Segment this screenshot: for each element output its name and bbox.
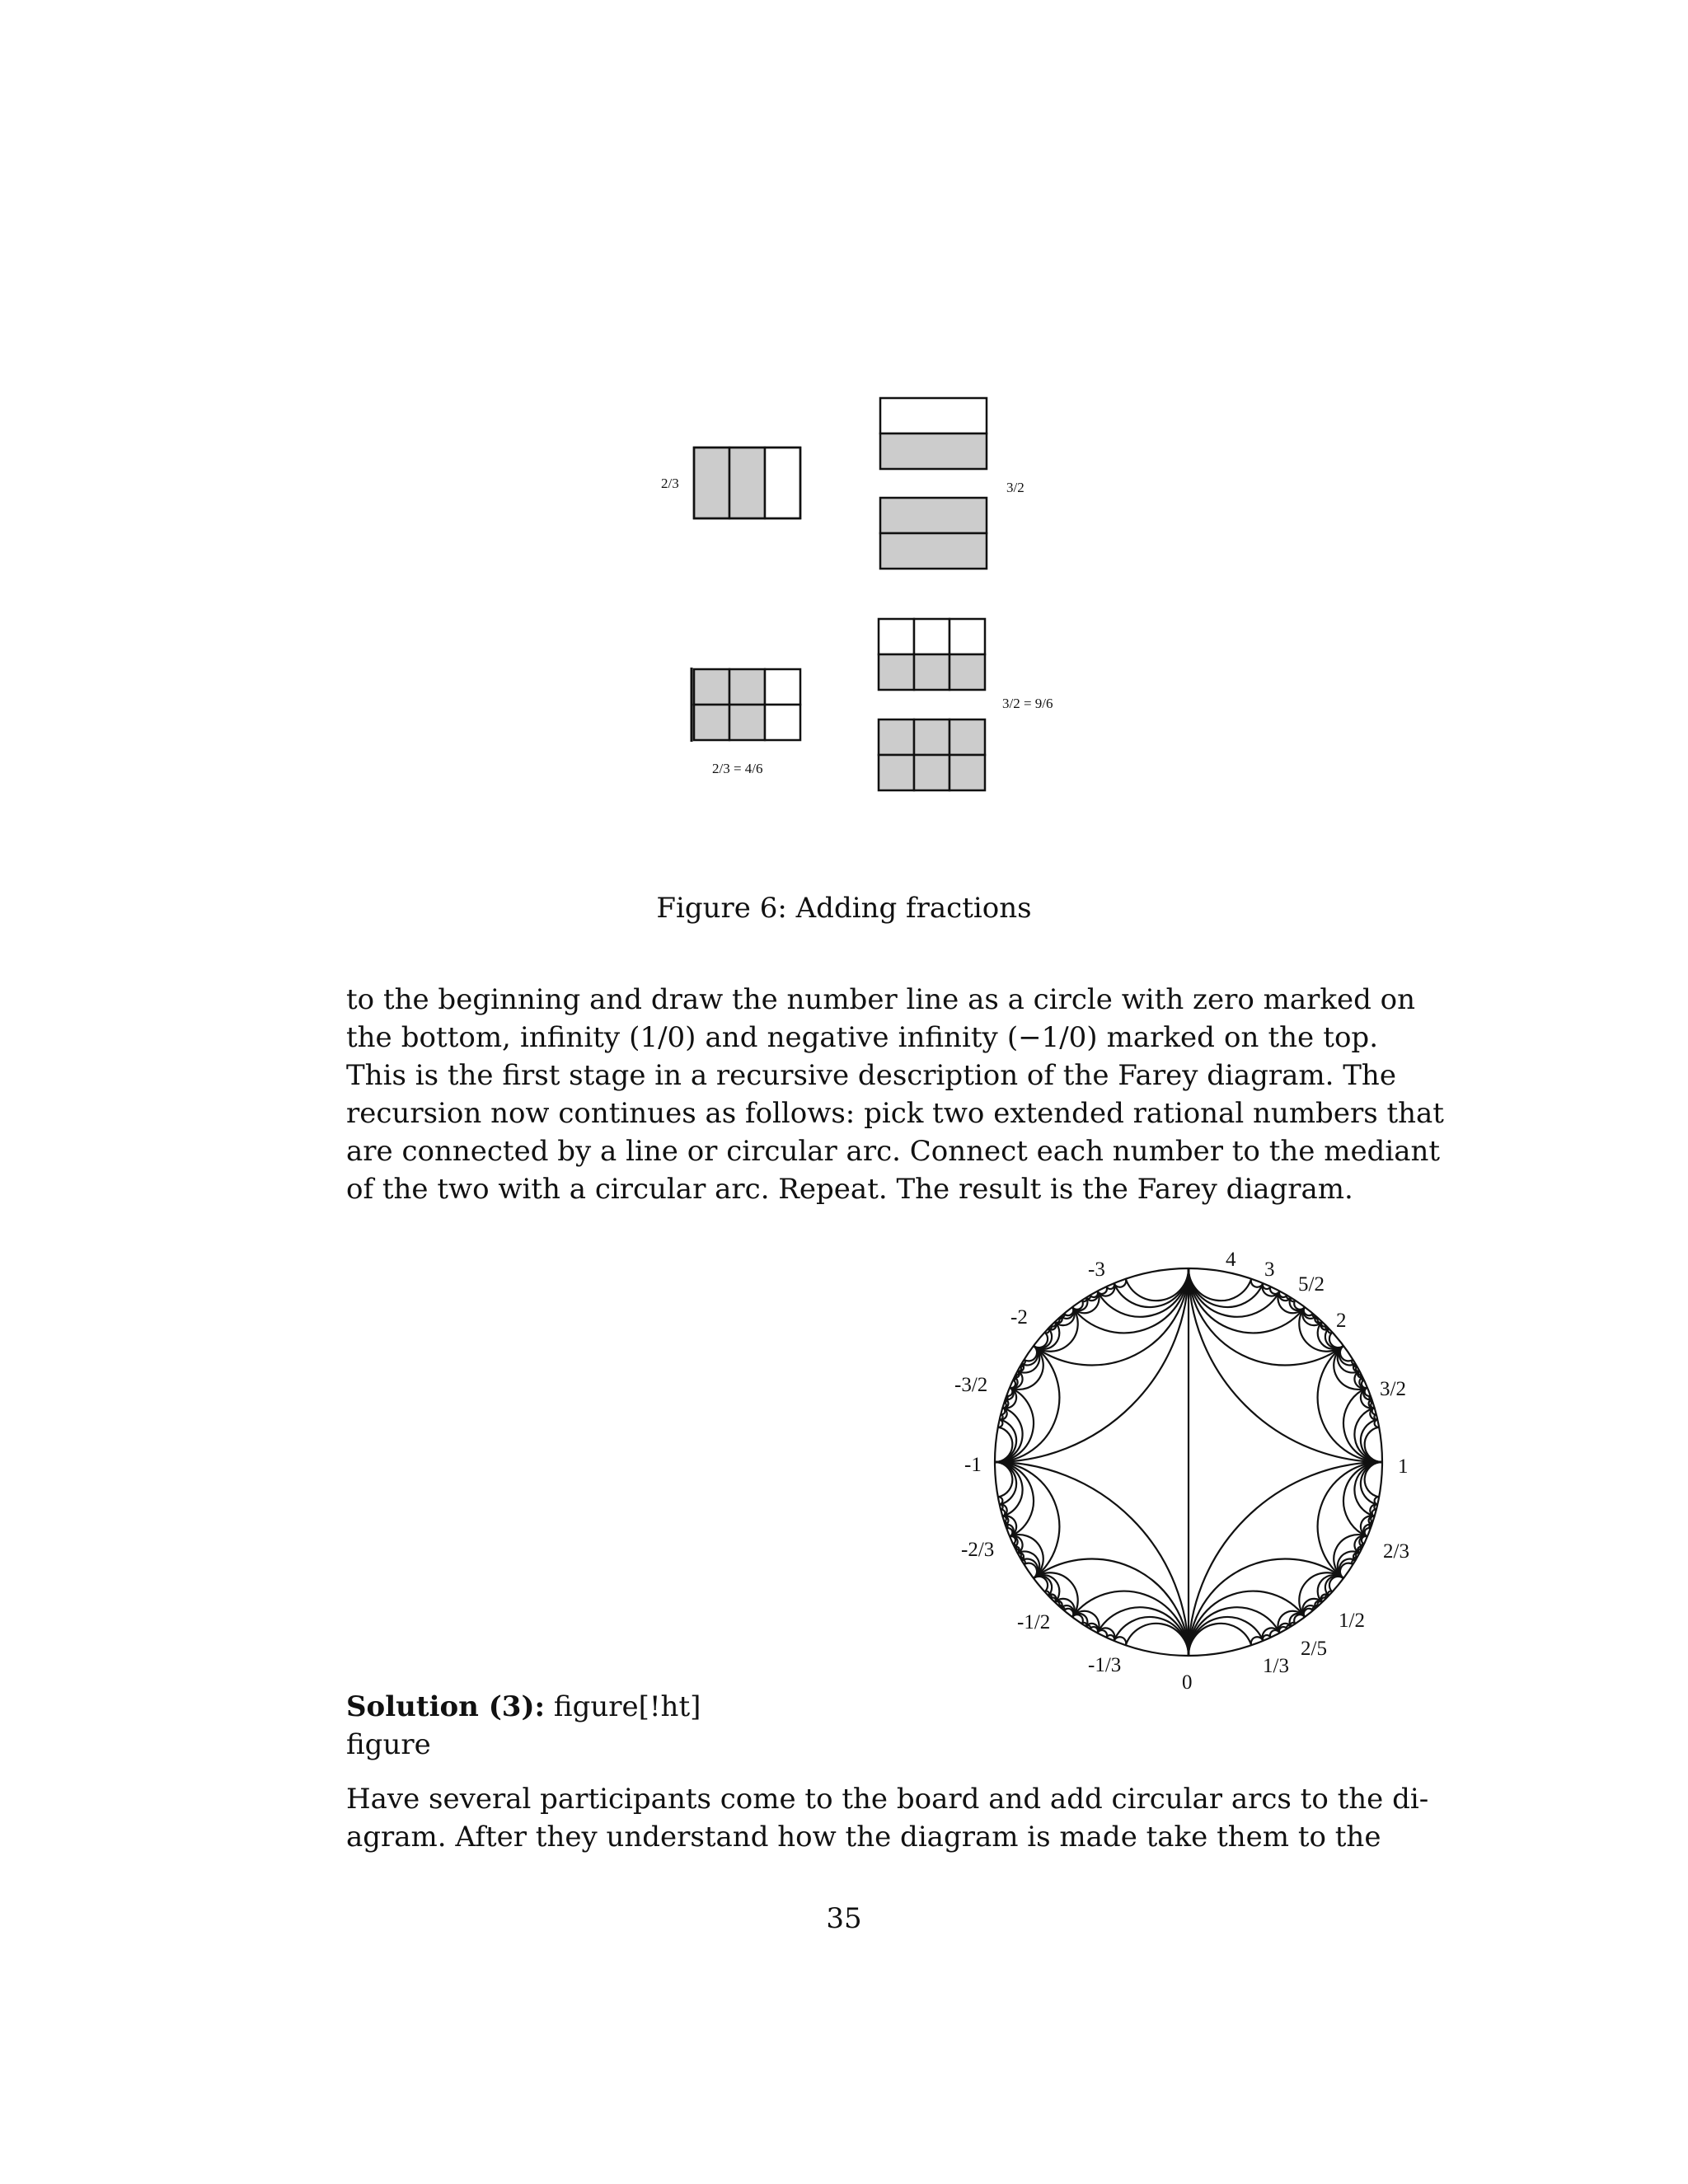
farey-label: -1/3 xyxy=(1088,1654,1122,1676)
fraction-four-sixths-rect xyxy=(692,668,800,742)
farey-arc xyxy=(1114,1617,1189,1656)
farey-label: 2/3 xyxy=(1383,1540,1409,1563)
farey-arc xyxy=(1114,1268,1189,1307)
paragraph-participants xyxy=(346,1780,1429,1856)
label-three-halves: 3/2 xyxy=(1006,480,1025,495)
fraction-nine-sixths-rects xyxy=(879,619,985,790)
farey-label: 2/5 xyxy=(1301,1638,1327,1660)
solution-block xyxy=(346,1688,701,1764)
text-line: of the two with a circular arc. Repeat. The result is the Farey diagram. xyxy=(346,1173,1353,1206)
figure-caption: Figure 6: Adding fractions xyxy=(656,892,1032,925)
solution-line2: figure xyxy=(346,1728,431,1761)
paragraph-farey-intro xyxy=(346,981,1444,1208)
text-line: to the beginning and draw the number line as a circle with zero marked on xyxy=(346,983,1416,1016)
farey-label: 1/3 xyxy=(1263,1655,1289,1677)
label-two-thirds: 2/3 xyxy=(661,476,679,491)
text-line: agram. After they understand how the diagram is made take them to the xyxy=(346,1821,1381,1854)
text-line: This is the first stage in a recursive description of the Farey diagram. The xyxy=(346,1059,1396,1092)
farey-label: 2 xyxy=(1336,1310,1347,1332)
farey-label: 5/2 xyxy=(1298,1273,1325,1296)
farey-label: 1 xyxy=(1398,1455,1409,1478)
solution-heading: Solution (3): xyxy=(346,1690,546,1723)
farey-label: 3 xyxy=(1264,1258,1275,1281)
farey-arc xyxy=(1024,1563,1037,1578)
text-line: the bottom, infinity (1/0) and negative infinity (−1/0) marked on the top. xyxy=(346,1021,1378,1054)
farey-arc xyxy=(1340,1563,1353,1578)
farey-arc xyxy=(1361,1516,1375,1536)
farey-label: -3 xyxy=(1088,1258,1105,1281)
label-two-thirds-four-sixths: 2/3 = 4/6 xyxy=(712,761,763,776)
farey-label: 4 xyxy=(1226,1249,1236,1271)
farey-label: 0 xyxy=(1182,1671,1193,1694)
page-number: 35 xyxy=(826,1902,862,1935)
farey-label: -1/2 xyxy=(1017,1611,1051,1633)
farey-arc xyxy=(1329,1333,1343,1348)
farey-arc xyxy=(1034,1577,1048,1592)
farey-diagram xyxy=(907,1236,1442,1714)
figure-6-adding-fractions xyxy=(0,0,1688,874)
text-line: recursion now continues as follows: pick two extended rational numbers that xyxy=(346,1097,1444,1130)
farey-label: -2 xyxy=(1010,1306,1028,1329)
farey-label: -3/2 xyxy=(954,1374,988,1396)
farey-label: 1/2 xyxy=(1339,1610,1365,1632)
farey-arc xyxy=(1189,1268,1263,1307)
farey-arc xyxy=(1002,1388,1016,1408)
text-line: are connected by a line or circular arc. Connect each number to the mediant xyxy=(346,1135,1441,1168)
label-three-halves-nine-sixths: 3/2 = 9/6 xyxy=(1002,696,1053,711)
farey-arc xyxy=(1024,1346,1037,1361)
solution-text: figure[!ht] xyxy=(545,1690,701,1723)
fraction-three-halves-rects xyxy=(880,398,987,569)
farey-arc xyxy=(1361,1388,1375,1408)
text-line: Have several participants come to the board and add circular arcs to the di- xyxy=(346,1783,1429,1816)
farey-arc xyxy=(1034,1333,1048,1348)
farey-label: 3/2 xyxy=(1380,1378,1406,1400)
farey-arc xyxy=(1002,1516,1016,1536)
farey-arc xyxy=(1340,1346,1353,1361)
farey-label: -1 xyxy=(964,1454,982,1476)
fraction-two-thirds-rect xyxy=(694,448,800,518)
farey-arc xyxy=(1329,1577,1343,1592)
farey-label: -2/3 xyxy=(961,1539,995,1561)
farey-arc xyxy=(1189,1617,1263,1656)
